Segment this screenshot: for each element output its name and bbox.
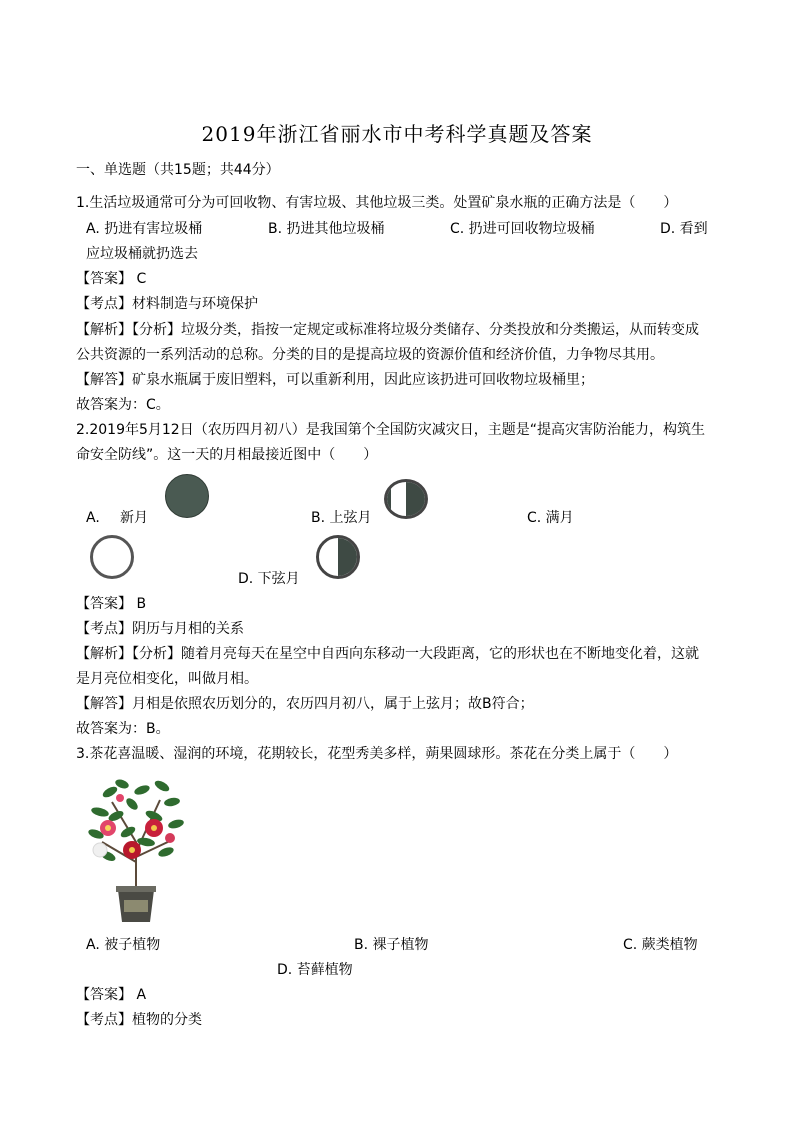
q2-option-a-label: 新月 <box>120 510 148 526</box>
q1-final: 故答案为：C。 <box>76 397 170 413</box>
q1-analysis-2: 公共资源的一系列活动的总称。分类的目的是提高垃圾的资源价值和经济价值，力争物尽其用。 <box>76 347 664 363</box>
q1-point: 【考点】材料制造与环境保护 <box>76 296 258 312</box>
q2-analysis-1: 【解析】【分析】随着月亮每天在星空中自西向东移动一大段距离，它的形状也在不断地变化着，这就 <box>76 646 699 662</box>
q3-option-a[interactable]: A. 被子植物 <box>86 937 161 953</box>
camellia-plant-image <box>82 772 190 926</box>
q3-option-c[interactable]: C. 蕨类植物 <box>623 937 698 953</box>
q1-option-d-cont: 应垃圾桶就扔选去 <box>86 246 198 262</box>
q3-option-b[interactable]: B. 裸子植物 <box>354 937 429 953</box>
page-title: 2019年浙江省丽水市中考科学真题及答案 <box>201 122 593 146</box>
first-quarter-moon-icon <box>384 479 428 519</box>
q2-point: 【考点】阴历与月相的关系 <box>76 621 244 637</box>
q2-solution: 【解答】月相是依照农历划分的，农历四月初八，属于上弦月；故B符合； <box>76 696 534 712</box>
q1-solution: 【解答】矿泉水瓶属于废旧塑料，可以重新利用，因此应该扔进可回收物垃圾桶里； <box>76 372 594 388</box>
q1-option-b[interactable]: B. 扔进其他垃圾桶 <box>268 221 385 237</box>
q1-option-a[interactable]: A. 扔进有害垃圾桶 <box>86 221 203 237</box>
q3-answer: 【答案】 A <box>76 987 147 1003</box>
q1-stem: 1.生活垃圾通常可分为可回收物、有害垃圾、其他垃圾三类。处置矿泉水瓶的正确方法是（ ） <box>76 195 678 211</box>
q3-stem: 3.茶花喜温暖、湿润的环境，花期较长，花型秀美多样，蒴果圆球形。茶花在分类上属于（ ） <box>76 746 678 762</box>
q3-point: 【考点】植物的分类 <box>76 1012 202 1028</box>
q2-option-d[interactable]: D. 下弦月 <box>238 571 300 587</box>
q2-final: 故答案为：B。 <box>76 721 170 737</box>
new-moon-icon <box>165 474 209 518</box>
q2-option-b[interactable]: B. 上弦月 <box>311 510 372 526</box>
q2-option-c[interactable]: C. 满月 <box>527 510 574 526</box>
q2-option-a-letter[interactable]: A. <box>86 510 100 526</box>
q3-option-d[interactable]: D. 苔藓植物 <box>277 962 353 978</box>
section-heading: 一、单选题（共15题；共44分） <box>76 162 280 178</box>
last-quarter-moon-icon <box>316 535 360 579</box>
q2-stem-1: 2.2019年5月12日（农历四月初八）是我国第个全国防灾减灾日，主题是“提高灾害防治能力，构筑生 <box>76 422 705 438</box>
q1-answer: 【答案】 C <box>76 271 147 287</box>
q1-option-d[interactable]: D. 看到 <box>660 221 708 237</box>
q2-stem-2: 命安全防线”。这一天的月相最接近图中（ ） <box>76 447 378 463</box>
q2-analysis-2: 是月亮位相变化，叫做月相。 <box>76 671 258 687</box>
q2-answer: 【答案】 B <box>76 596 147 612</box>
q1-option-c[interactable]: C. 扔进可回收物垃圾桶 <box>450 221 595 237</box>
full-moon-icon <box>90 535 134 579</box>
q1-analysis-1: 【解析】【分析】垃圾分类，指按一定规定或标准将垃圾分类储存、分类投放和分类搬运，从而转变成 <box>76 322 699 338</box>
